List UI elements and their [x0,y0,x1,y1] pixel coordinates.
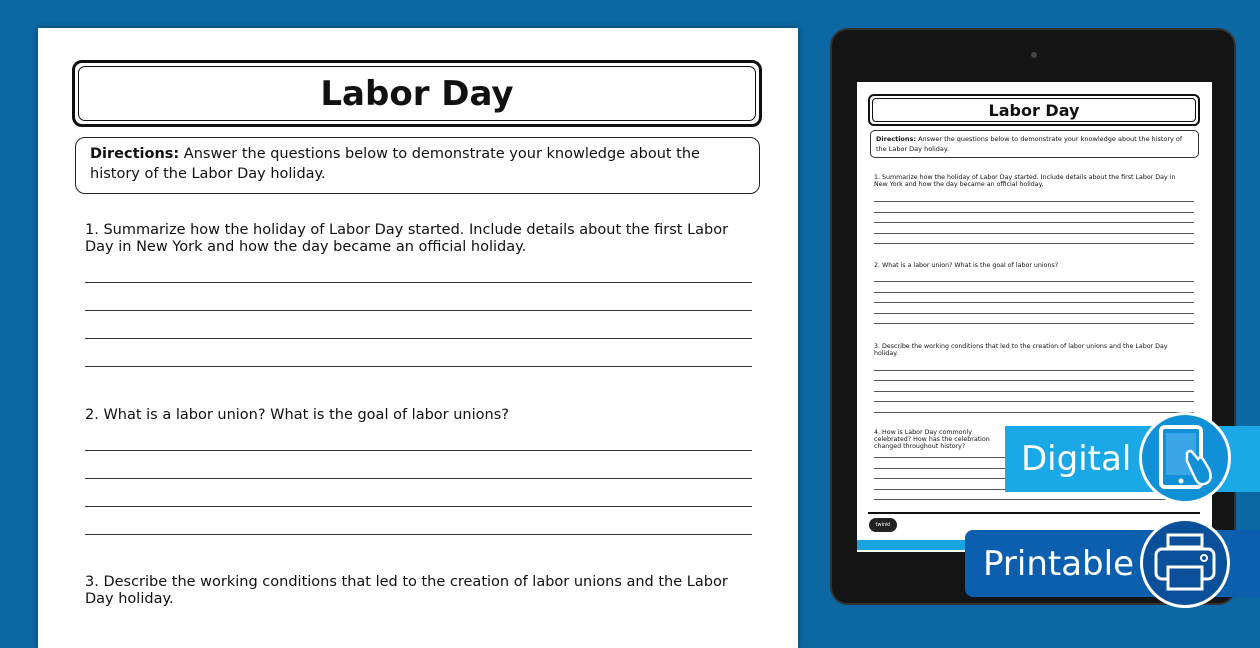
printer-icon [1140,518,1230,608]
directions-label: Directions: [876,135,916,143]
answer-line [874,243,1194,244]
tablet-directions [870,130,1199,158]
answer-line [874,323,1194,324]
answer-line [874,401,1194,402]
tablet-title: Labor Day [872,98,1196,122]
answer-line [874,499,1194,500]
answer-line[interactable] [85,534,752,535]
tablet-question-4: 4. How is Labor Day commonly celebrated? How has the celebration changed throughout history? [874,429,990,450]
worksheet-page [38,28,798,648]
answer-line[interactable] [85,450,752,451]
answer-line [874,222,1194,223]
directions-label: Directions: [90,146,180,162]
directions-text: Answer the questions below to demonstrate your knowledge about the history of the Labor Day holiday. [90,146,700,182]
worksheet-title: Labor Day [78,66,756,121]
answer-line [874,412,1194,413]
answer-line [874,302,1194,303]
answer-line[interactable] [85,310,752,311]
answer-line[interactable] [85,506,752,507]
answer-line[interactable] [85,282,752,283]
answer-line [874,391,1194,392]
camera-icon [1031,52,1037,58]
tablet-question-1: 1. Summarize how the holiday of Labor Day started. Include details about the first Labor Day in New York and how the day became an official holiday. [874,174,1176,188]
title-box [72,60,762,127]
question-1: 1. Summarize how the holiday of Labor Day started. Include details about the first Labor Day in New York and how the day became an official holiday. [85,222,729,255]
answer-line[interactable] [85,338,752,339]
question-2: 2. What is a labor union? What is the goal of labor unions? [85,407,509,423]
twinkl-logo: twinkl [869,518,897,532]
answer-line[interactable] [85,478,752,479]
printable-label: Printable [983,543,1134,584]
answer-line [874,233,1194,234]
tablet-title-box [868,94,1200,126]
footer-divider [868,512,1200,514]
tablet-question-3: 3. Describe the working conditions that led to the creation of labor unions and the Labor Day holiday. [874,343,1168,357]
tablet-touch-icon [1139,412,1231,504]
answer-line [874,212,1194,213]
answer-line [874,380,1194,381]
question-3: 3. Describe the working conditions that led to the creation of labor unions and the Labor Day holiday. [85,574,728,607]
answer-line [874,370,1194,371]
answer-line [874,292,1194,293]
digital-label: Digital [1021,439,1132,479]
answer-line [874,313,1194,314]
tablet-question-2: 2. What is a labor union? What is the goal of labor unions? [874,262,1059,269]
directions-box [75,137,760,194]
directions-text: Answer the questions below to demonstrate your knowledge about the history of the Labor Day holiday. [876,135,1183,153]
answer-line [874,281,1194,282]
answer-line[interactable] [85,366,752,367]
answer-line [874,201,1194,202]
